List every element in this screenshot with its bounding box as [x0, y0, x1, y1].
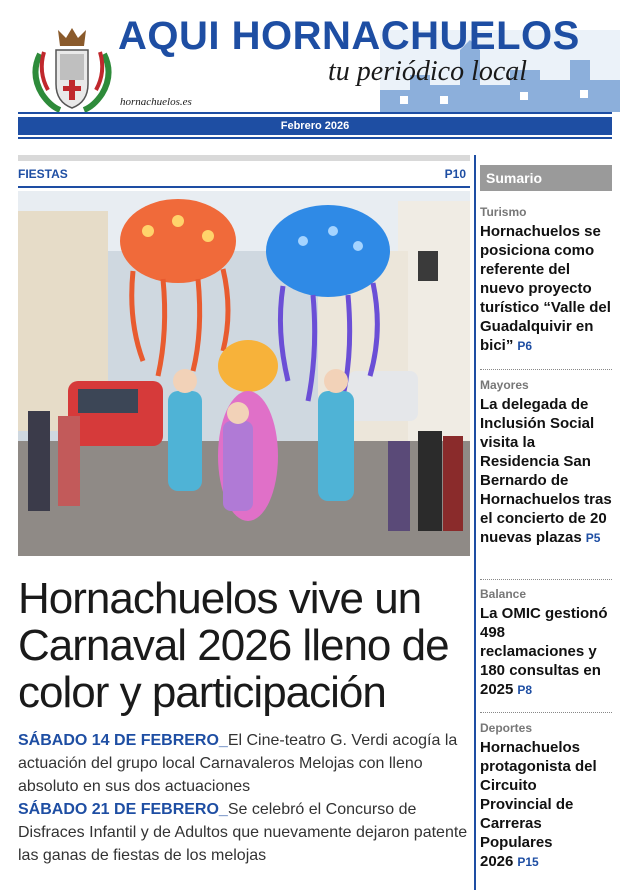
summary-item-page: P15 — [517, 855, 539, 869]
website-link[interactable]: hornachuelos.es — [120, 96, 192, 108]
summary-header: Sumario — [480, 165, 612, 191]
masthead-rule-top — [18, 112, 612, 114]
main-headline: Hornachuelos vive un Carnaval 2026 lleno de color y participación — [18, 574, 449, 717]
summary-item[interactable] — [480, 587, 612, 700]
summary-item[interactable] — [480, 721, 612, 872]
section-top-band — [18, 155, 470, 161]
summary-separator — [480, 712, 612, 713]
summary-item-title: Hornachuelos se posiciona como referente del nuevo proyecto turístico “Valle del Guadalquivir en bici” P6 — [480, 223, 611, 354]
summary-separator — [480, 369, 612, 370]
summary-item-category: Mayores — [480, 378, 529, 392]
page-reference[interactable]: P10 — [444, 167, 466, 181]
paragraph-1-lead: SÁBADO 14 DE FEBRERO_ — [18, 732, 228, 749]
newspaper-title: AQUI HORNACHUELOS — [118, 14, 580, 58]
newspaper-tagline: tu periódico local — [328, 56, 528, 87]
summary-item[interactable] — [480, 205, 612, 356]
section-label: FIESTAS — [18, 167, 68, 181]
paragraph-1-text: El Cine-teatro G. Verdi acogía la actuación del grupo local Carnavaleros Melojas con lleno absoluto en sus dos actuaciones — [18, 732, 458, 795]
paragraph-2-lead: SÁBADO 21 DE FEBRERO_ — [18, 801, 228, 818]
section-header — [18, 165, 470, 183]
summary-item-category: Turismo — [480, 205, 527, 219]
sidebar-divider — [474, 155, 476, 890]
summary-item-category: Balance — [480, 587, 527, 601]
summary-item[interactable] — [480, 378, 612, 548]
summary-item-category: Deportes — [480, 721, 533, 735]
issue-date-bar: Febrero 2026 — [18, 117, 612, 135]
summary-item-title: Hornachuelos protagonista del Circuito Provincial de Carreras Populares 2026 P15 — [480, 739, 597, 870]
section-rule — [18, 186, 470, 188]
summary-item-title: La OMIC gestionó 498 reclamaciones y 180 consultas en 2025 P8 — [480, 605, 608, 698]
summary-sidebar — [480, 155, 612, 890]
carnival-parade-photo — [18, 191, 470, 556]
masthead — [0, 0, 624, 150]
paragraph-2-text: Se celebró el Concurso de Disfraces Infantil y de Adultos que nuevamente dejaron patente las ganas de fiestas de los melojas — [18, 801, 468, 864]
paragraph-2 — [18, 798, 470, 867]
summary-item-page: P5 — [585, 531, 601, 545]
paragraph-1 — [18, 729, 470, 798]
summary-separator — [480, 579, 612, 580]
summary-item-title: La delegada de Inclusión Social visita la Residencia San Bernardo de Hornachuelos tras el concierto de 20 nuevas plazas P5 — [480, 396, 612, 546]
summary-item-page: P6 — [517, 339, 533, 353]
masthead-rule-bottom — [18, 137, 612, 139]
carnival-photo-illustration — [18, 191, 470, 556]
summary-item-page: P8 — [517, 683, 533, 697]
town-crest-logo — [30, 24, 114, 120]
main-story — [18, 155, 470, 890]
